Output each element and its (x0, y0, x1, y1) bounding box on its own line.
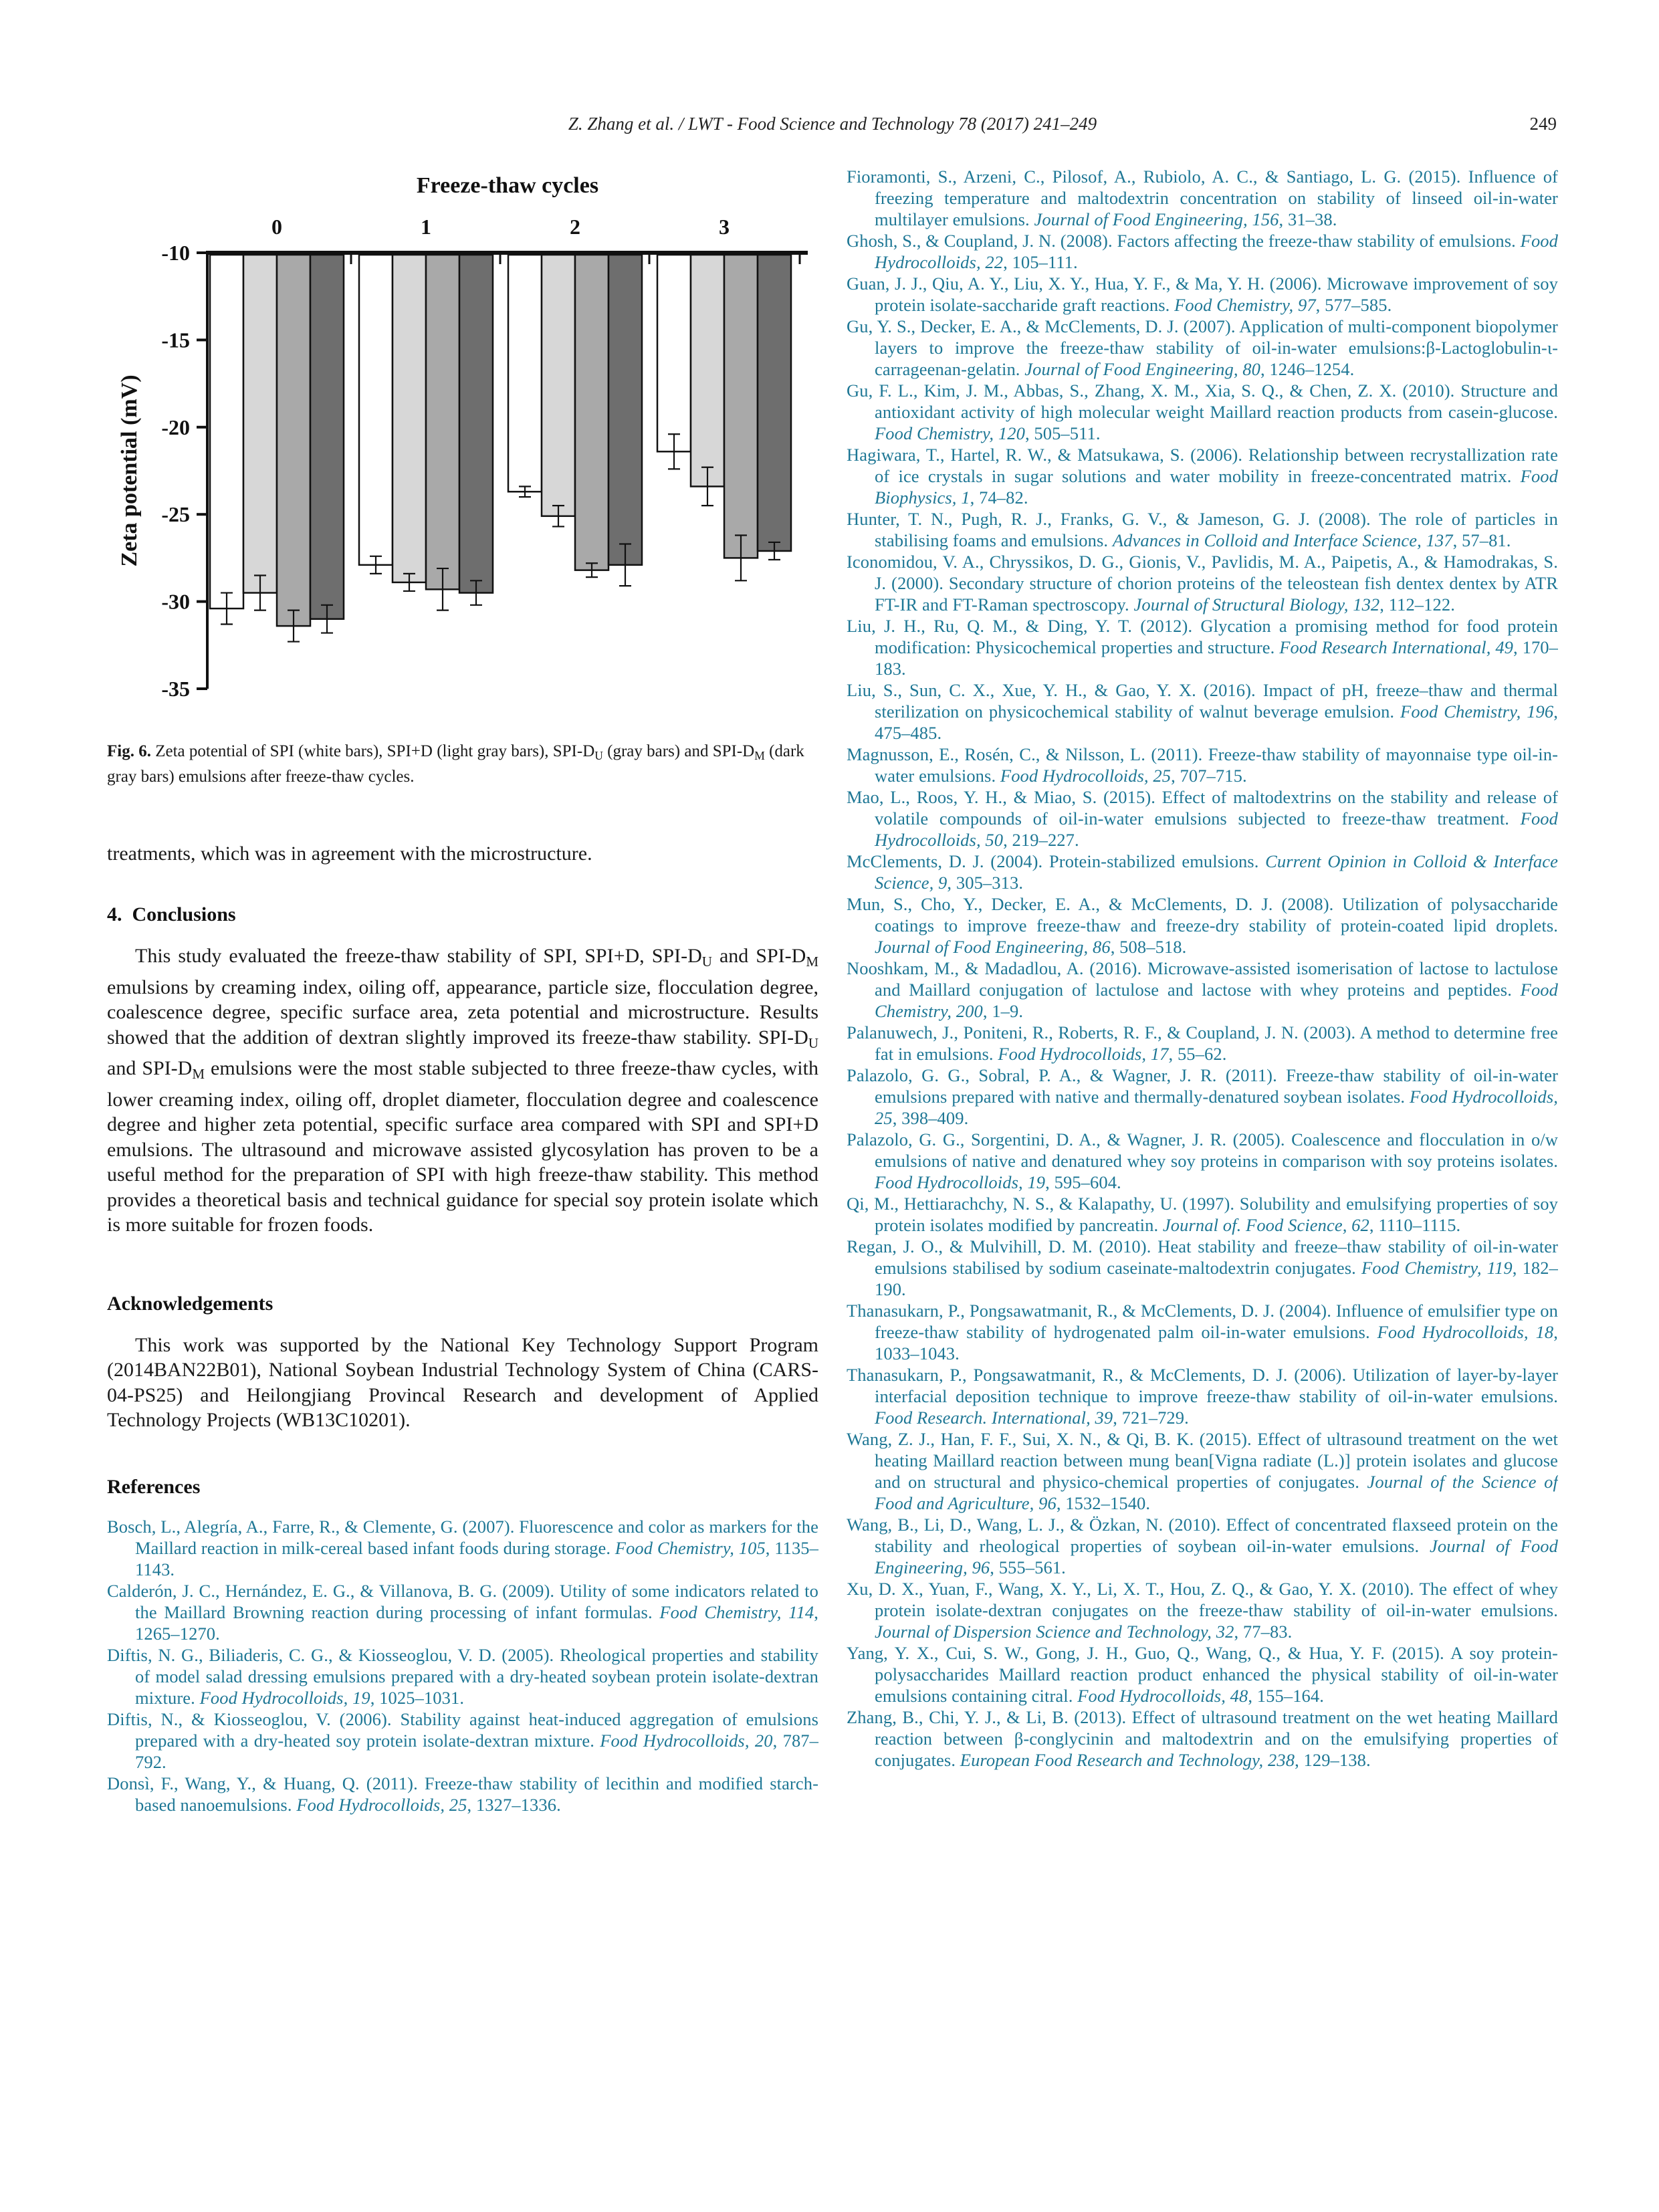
reference-item: Hagiwara, T., Hartel, R. W., & Matsukawa, S. (2006). Relationship between recrystallization rate of ice crystals in sugar solutions and water mobility in freeze-concentrated matrix. Food Biophysics, 1, 74–82. (847, 445, 1558, 508)
figure-6 (107, 166, 818, 788)
y-tick-label: -30 (161, 589, 190, 614)
y-tick-label: -25 (161, 502, 190, 527)
reference-item: Thanasukarn, P., Pongsawatmanit, R., & McClements, D. J. (2004). Influence of emulsifier type on freeze-thaw stability of hydrogenated palm oil-in-water emulsions. Food Hydrocolloids, 18, 1033–1043. (847, 1301, 1558, 1363)
reference-item: Calderón, J. C., Hernández, E. G., & Villanova, B. G. (2009). Utility of some indicators related to the Maillard Browning reaction during processing of infant formulas. Food Chemistry, 114, 1265–1270. (107, 1580, 819, 1644)
references-list-right (847, 166, 1558, 1771)
reference-item: Palanuwech, J., Poniteni, R., Roberts, R. F., & Coupland, J. N. (2003). A method to determine free fat in emulsions. Food Hydrocolloids, 17, 55–62. (847, 1022, 1558, 1064)
reference-item: Fioramonti, S., Arzeni, C., Pilosof, A., Rubiolo, A. C., & Santiago, L. G. (2015). Influence of freezing temperature and maltodextrin concentration on stability of linseed oil-in-water multilayer emulsions. Journal of Food Engineering, 156, 31–38. (847, 167, 1558, 229)
zeta-potential-chart (107, 166, 818, 721)
acknowledgements-heading: Acknowledgements (107, 1292, 273, 1315)
reference-item: Nooshkam, M., & Madadlou, A. (2016). Microwave-assisted isomerisation of lactose to lactulose and Maillard conjugation of lactulose and lactose with whey proteins and peptides. Food Chemistry, 200, 1–9. (847, 958, 1558, 1021)
x-tick-label: 1 (421, 215, 431, 239)
bar (609, 255, 642, 565)
reference-item: Mao, L., Roos, Y. H., & Miao, S. (2015). Effect of maltodextrins on the stability and release of volatile compounds of oil-in-water emulsions subjected to freeze-thaw treatment. Food Hydrocolloids, 50, 219–227. (847, 787, 1558, 850)
reference-item: Regan, J. O., & Mulvihill, D. M. (2010). Heat stability and freeze–thaw stability of oil-in-water emulsions stabilised by sodium caseinate-maltodextrin conjugates. Food Chemistry, 119, 182–190. (847, 1236, 1558, 1299)
reference-item: Wang, Z. J., Han, F. F., Sui, X. N., & Qi, B. K. (2015). Effect of ultrasound treatment on the wet heating Maillard reaction between mung bean[Vigna radiate (L.)] protein isolates and glucose and on structural and physico-chemical properties of conjugates. Journal of the Science of Food and Agriculture, 96, 1532–1540. (847, 1429, 1558, 1513)
figure-caption: Fig. 6. Zeta potential of SPI (white bars), SPI+D (light gray bars), SPI-$D_U$ (gray bars) and SPI-$D_M$ (dark gray bars) emulsions after freeze-thaw cycles. (107, 742, 804, 786)
conclusions-paragraph: This study evaluated the freeze-thaw stability of SPI, SPI+D, SPI-$D_U$ and SPI-$D_M$ emulsions by creaming index, oiling off, appearance, particle size, flocculation degree, coalescence degree, specific surface area, zeta potential and microstructure. Results showed that the addition of dextran slightly improved its freeze-thaw stability. SPI-$D_U$ and SPI-$D_M$ emulsions were the most stable subjected to three freeze-thaw cycles, with lower creaming index, oiling off, droplet diameter, flocculation degree and coalescence degree and higher zeta potential, specific surface area compared with SPI and SPI+D emulsions. The ultrasound and microwave assisted glycosylation has proven to be a useful method for the preparation of SPI with high freeze-thaw stability. This method provides a theoretical basis and technical guidance for special soy protein isolate which is more suitable for frozen foods. (107, 945, 818, 1236)
reference-item: Zhang, B., Chi, Y. J., & Li, B. (2013). Effect of ultrasound treatment on the wet heating Maillard reaction between β-conglycinin and maltodextrin and on the emulsifying properties of conjugates. European Food Research and Technology, 238, 129–138. (847, 1707, 1558, 1770)
reference-item: McClements, D. J. (2004). Protein-stabilized emulsions. Current Opinion in Colloid & Interface Science, 9, 305–313. (847, 851, 1558, 893)
reference-item: Mun, S., Cho, Y., Decker, E. A., & McClements, D. J. (2008). Utilization of polysaccharide coatings to improve freeze-thaw and freeze-dry stability of protein-coated lipid droplets. Journal of Food Engineering, 86, 508–518. (847, 894, 1558, 957)
bar (426, 255, 459, 589)
reference-item: Liu, S., Sun, C. X., Xue, Y. H., & Gao, Y. X. (2016). Impact of pH, freeze–thaw and thermal sterilization on physicochemical stability of walnut beverage emulsion. Food Chemistry, 196, 475–485. (847, 680, 1558, 743)
chart-title: Freeze-thaw cycles (416, 173, 599, 198)
bar (459, 255, 493, 593)
two-column-layout (107, 166, 1558, 2179)
bar (277, 255, 310, 626)
bar (243, 255, 277, 593)
bar (393, 255, 426, 582)
reference-item: Palazolo, G. G., Sorgentini, D. A., & Wagner, J. R. (2005). Coalescence and flocculation in o/w emulsions of native and denatured whey soy proteins in comparison with soy proteins isolates. Food Hydrocolloids, 19, 595–604. (847, 1129, 1558, 1192)
bar (575, 255, 609, 570)
reference-item: Palazolo, G. G., Sobral, P. A., & Wagner, J. R. (2011). Freeze-thaw stability of oil-in-water emulsions prepared with native and thermally-denatured soybean isolates. Food Hydrocolloids, 25, 398–409. (847, 1065, 1558, 1128)
body-text-fragment: treatments, which was in agreement with the microstructure. (107, 842, 592, 865)
bar (724, 255, 758, 558)
bar (210, 255, 243, 609)
y-tick-label: -10 (161, 241, 190, 265)
reference-item: Guan, J. J., Qiu, A. Y., Liu, X. Y., Hua, Y. F., & Ma, Y. H. (2006). Microwave improvement of soy protein isolate-saccharide graft reactions. Food Chemistry, 97, 577–585. (847, 273, 1558, 315)
y-axis-label: Zeta potential (mV) (117, 374, 142, 567)
bar (758, 255, 791, 551)
reference-item: Diftis, N., & Kiosseoglou, V. (2006). Stability against heat-induced aggregation of emulsions prepared with a dry-heated soy protein isolate-dextran mixture. Food Hydrocolloids, 20, 787–792. (107, 1708, 818, 1772)
bar (359, 255, 393, 565)
reference-item: Ghosh, S., & Coupland, J. N. (2008). Factors affecting the freeze-thaw stability of emulsions. Food Hydrocolloids, 22, 105–111. (847, 231, 1558, 272)
right-column (847, 166, 1558, 2179)
x-tick-label: 2 (570, 215, 580, 239)
references-heading: References (107, 1475, 201, 1498)
reference-item: Bosch, L., Alegría, A., Farre, R., & Clemente, G. (2007). Fluorescence and color as markers for the Maillard reaction in milk-cereal based infant foods during storage. Food Chemistry, 105, 1135–1143. (107, 1516, 818, 1579)
running-head: Z. Zhang et al. / LWT - Food Science and Technology 78 (2017) 241–249 (568, 114, 1097, 134)
reference-item: Liu, J. H., Ru, Q. M., & Ding, Y. T. (2012). Glycation a promising method for food protein modification: Physicochemical properties and structure. Food Research International, 49, 170–183. (847, 616, 1558, 679)
bar (542, 255, 575, 516)
reference-item: Yang, Y. X., Cui, S. W., Gong, J. H., Guo, Q., Wang, Q., & Hua, Y. F. (2015). A soy protein-polysaccharides Maillard reaction product enhanced the physical stability of oil-in-water emulsions containing citral. Food Hydrocolloids, 48, 155–164. (847, 1643, 1558, 1706)
reference-item: Qi, M., Hettiarachchy, N. S., & Kalapathy, U. (1997). Solubility and emulsifying properties of soy protein isolates modified by pancreatin. Journal of. Food Science, 62, 1110–1115. (847, 1194, 1558, 1235)
references-list-left (107, 1516, 818, 1815)
bar (691, 255, 724, 486)
reference-item: Diftis, N. G., Biliaderis, C. G., & Kiosseoglou, V. D. (2005). Rheological properties and stability of model salad dressing emulsions prepared with a dry-heated soybean protein isolate-dextran mixture. Food Hydrocolloids, 19, 1025–1031. (107, 1644, 818, 1708)
reference-item: Hunter, T. N., Pugh, R. J., Franks, G. V., & Jameson, G. J. (2008). The role of particles in stabilising foams and emulsions. Advances in Colloid and Interface Science, 137, 57–81. (847, 509, 1558, 550)
bar (508, 255, 542, 491)
conclusions-heading: 4. Conclusions (107, 903, 236, 926)
x-tick-label: 3 (719, 215, 730, 239)
reference-item: Xu, D. X., Yuan, F., Wang, X. Y., Li, X. T., Hou, Z. Q., & Gao, Y. X. (2010). The effect of whey protein isolate-dextran conjugates on the freeze-thaw stability of oil-in-water emulsions. Journal of Dispersion Science and Technology, 32, 77–83. (847, 1579, 1558, 1642)
reference-item: Iconomidou, V. A., Chryssikos, D. G., Gionis, V., Pavlidis, M. A., Paipetis, A., & Hamodrakas, S. J. (2000). Secondary structure of chorion proteins of the teleostean fish dentex dentex by ATR FT-IR and FT-Raman spectroscopy. Journal of Structural Biology, 132, 112–122. (847, 552, 1558, 615)
reference-item: Gu, F. L., Kim, J. M., Abbas, S., Zhang, X. M., Xia, S. Q., & Chen, Z. X. (2010). Structure and antioxidant activity of high molecular weight Maillard reaction products from casein-glucose. Food Chemistry, 120, 505–511. (847, 380, 1558, 443)
reference-item: Wang, B., Li, D., Wang, L. J., & Özkan, N. (2010). Effect of concentrated flaxseed protein on the stability and rheological properties of soybean oil-in-water emulsions. Journal of Food Engineering, 96, 555–561. (847, 1515, 1558, 1577)
reference-item: Donsì, F., Wang, Y., & Huang, Q. (2011). Freeze-thaw stability of lecithin and modified starch-based nanoemulsions. Food Hydrocolloids, 25, 1327–1336. (107, 1773, 818, 1815)
page-number: 249 (1529, 114, 1557, 134)
bar (657, 255, 691, 451)
left-column (107, 166, 818, 2179)
acknowledgements-paragraph: This work was supported by the National Key Technology Support Program (2014BAN22B01), National Soybean Industrial Technology System of China (CARS-04-PS25) and Heilongjiang Provincal Research and development of Applied Technology Projects (WB13C10201). (107, 1333, 818, 1432)
reference-item: Gu, Y. S., Decker, E. A., & McClements, D. J. (2007). Application of multi-component biopolymer layers to improve the freeze-thaw stability of oil-in-water emulsions:β-Lactoglobulin-ι-carrageenan-gelatin. Journal of Food Engineering, 80, 1246–1254. (847, 316, 1558, 379)
bar (310, 255, 344, 619)
x-tick-label: 0 (271, 215, 282, 239)
y-tick-label: -15 (161, 328, 190, 352)
reference-item: Magnusson, E., Rosén, C., & Nilsson, L. (2011). Freeze-thaw stability of mayonnaise type oil-in-water emulsions. Food Hydrocolloids, 25, 707–715. (847, 744, 1558, 786)
page-header (107, 114, 1558, 140)
reference-item: Thanasukarn, P., Pongsawatmanit, R., & McClements, D. J. (2006). Utilization of layer-by-layer interfacial deposition technique to improve freeze-thaw stability of oil-in-water emulsions. Food Research. International, 39, 721–729. (847, 1365, 1558, 1428)
y-tick-label: -35 (161, 677, 190, 701)
y-tick-label: -20 (161, 415, 190, 439)
